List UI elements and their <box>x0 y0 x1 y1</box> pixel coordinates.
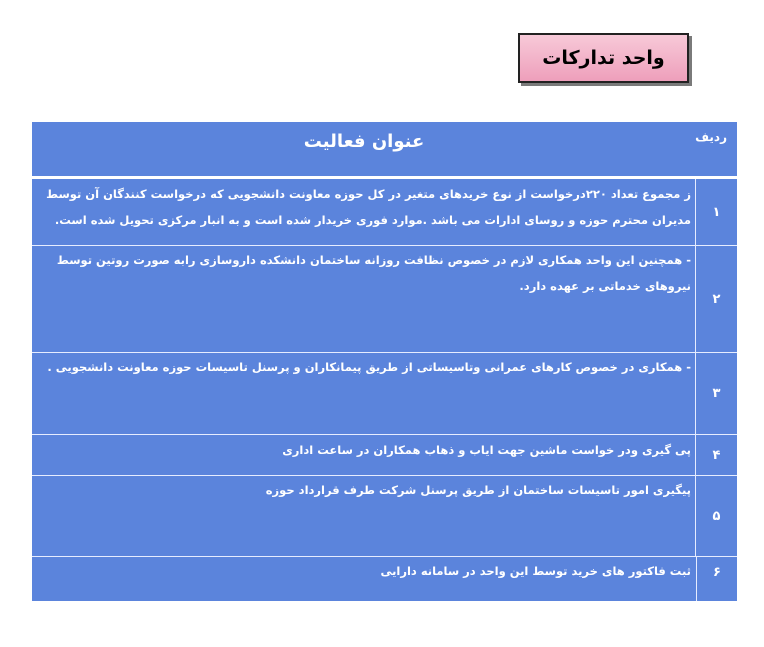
row-number: ۲ <box>695 246 737 352</box>
table-row <box>32 353 737 435</box>
row-number: ۶ <box>696 557 737 601</box>
table-row <box>32 476 737 557</box>
table-header <box>32 122 737 179</box>
table-row <box>32 435 737 476</box>
header-activity-title: عنوان فعالیت <box>303 131 425 152</box>
row-activity-text: ز مجموع تعداد ۲۲۰درخواست از نوع خریدهای متغیر در کل حوزه معاونت دانشجویی که درخواست کنندگان آن توسط مدیران محترم حوزه و روسای ادارات می باشد .موارد فوری خریدار شده است و به انبار مرکزی تحویل شده است. <box>46 187 691 227</box>
activity-table <box>32 122 737 601</box>
row-activity-text: پی گیری ودر خواست ماشین جهت ایاب و ذهاب همکاران در ساعت اداری <box>282 443 691 457</box>
row-number: ۵ <box>695 476 737 556</box>
row-activity-text: - همچنین این واحد همکاری لازم در خصوص نظافت روزانه ساختمان دانشکده داروسازی رابه صورت روتین توسط نیروهای خدماتی بر عهده دارد. <box>56 253 691 293</box>
table-row <box>32 557 737 601</box>
row-activity-text: - همکاری در خصوص کارهای عمرانی وتاسیساتی از طریق پیمانکاران و پرسنل تاسیسات حوزه معاونت دانشجویی . <box>47 360 691 374</box>
row-activity-text: ثبت فاکتور های خرید توسط این واحد در سامانه دارایی <box>380 564 691 578</box>
unit-title: واحد تدارکات <box>518 33 689 83</box>
row-number: ۳ <box>695 353 737 434</box>
row-number: ۴ <box>695 435 737 475</box>
table-row <box>32 179 737 246</box>
row-activity-text: پیگیری امور تاسیسات ساختمان از طریق پرسنل شرکت طرف قرارداد حوزه <box>265 483 691 497</box>
row-number: ۱ <box>695 179 737 245</box>
table-row <box>32 246 737 353</box>
header-row-number: ردیف <box>695 130 727 144</box>
